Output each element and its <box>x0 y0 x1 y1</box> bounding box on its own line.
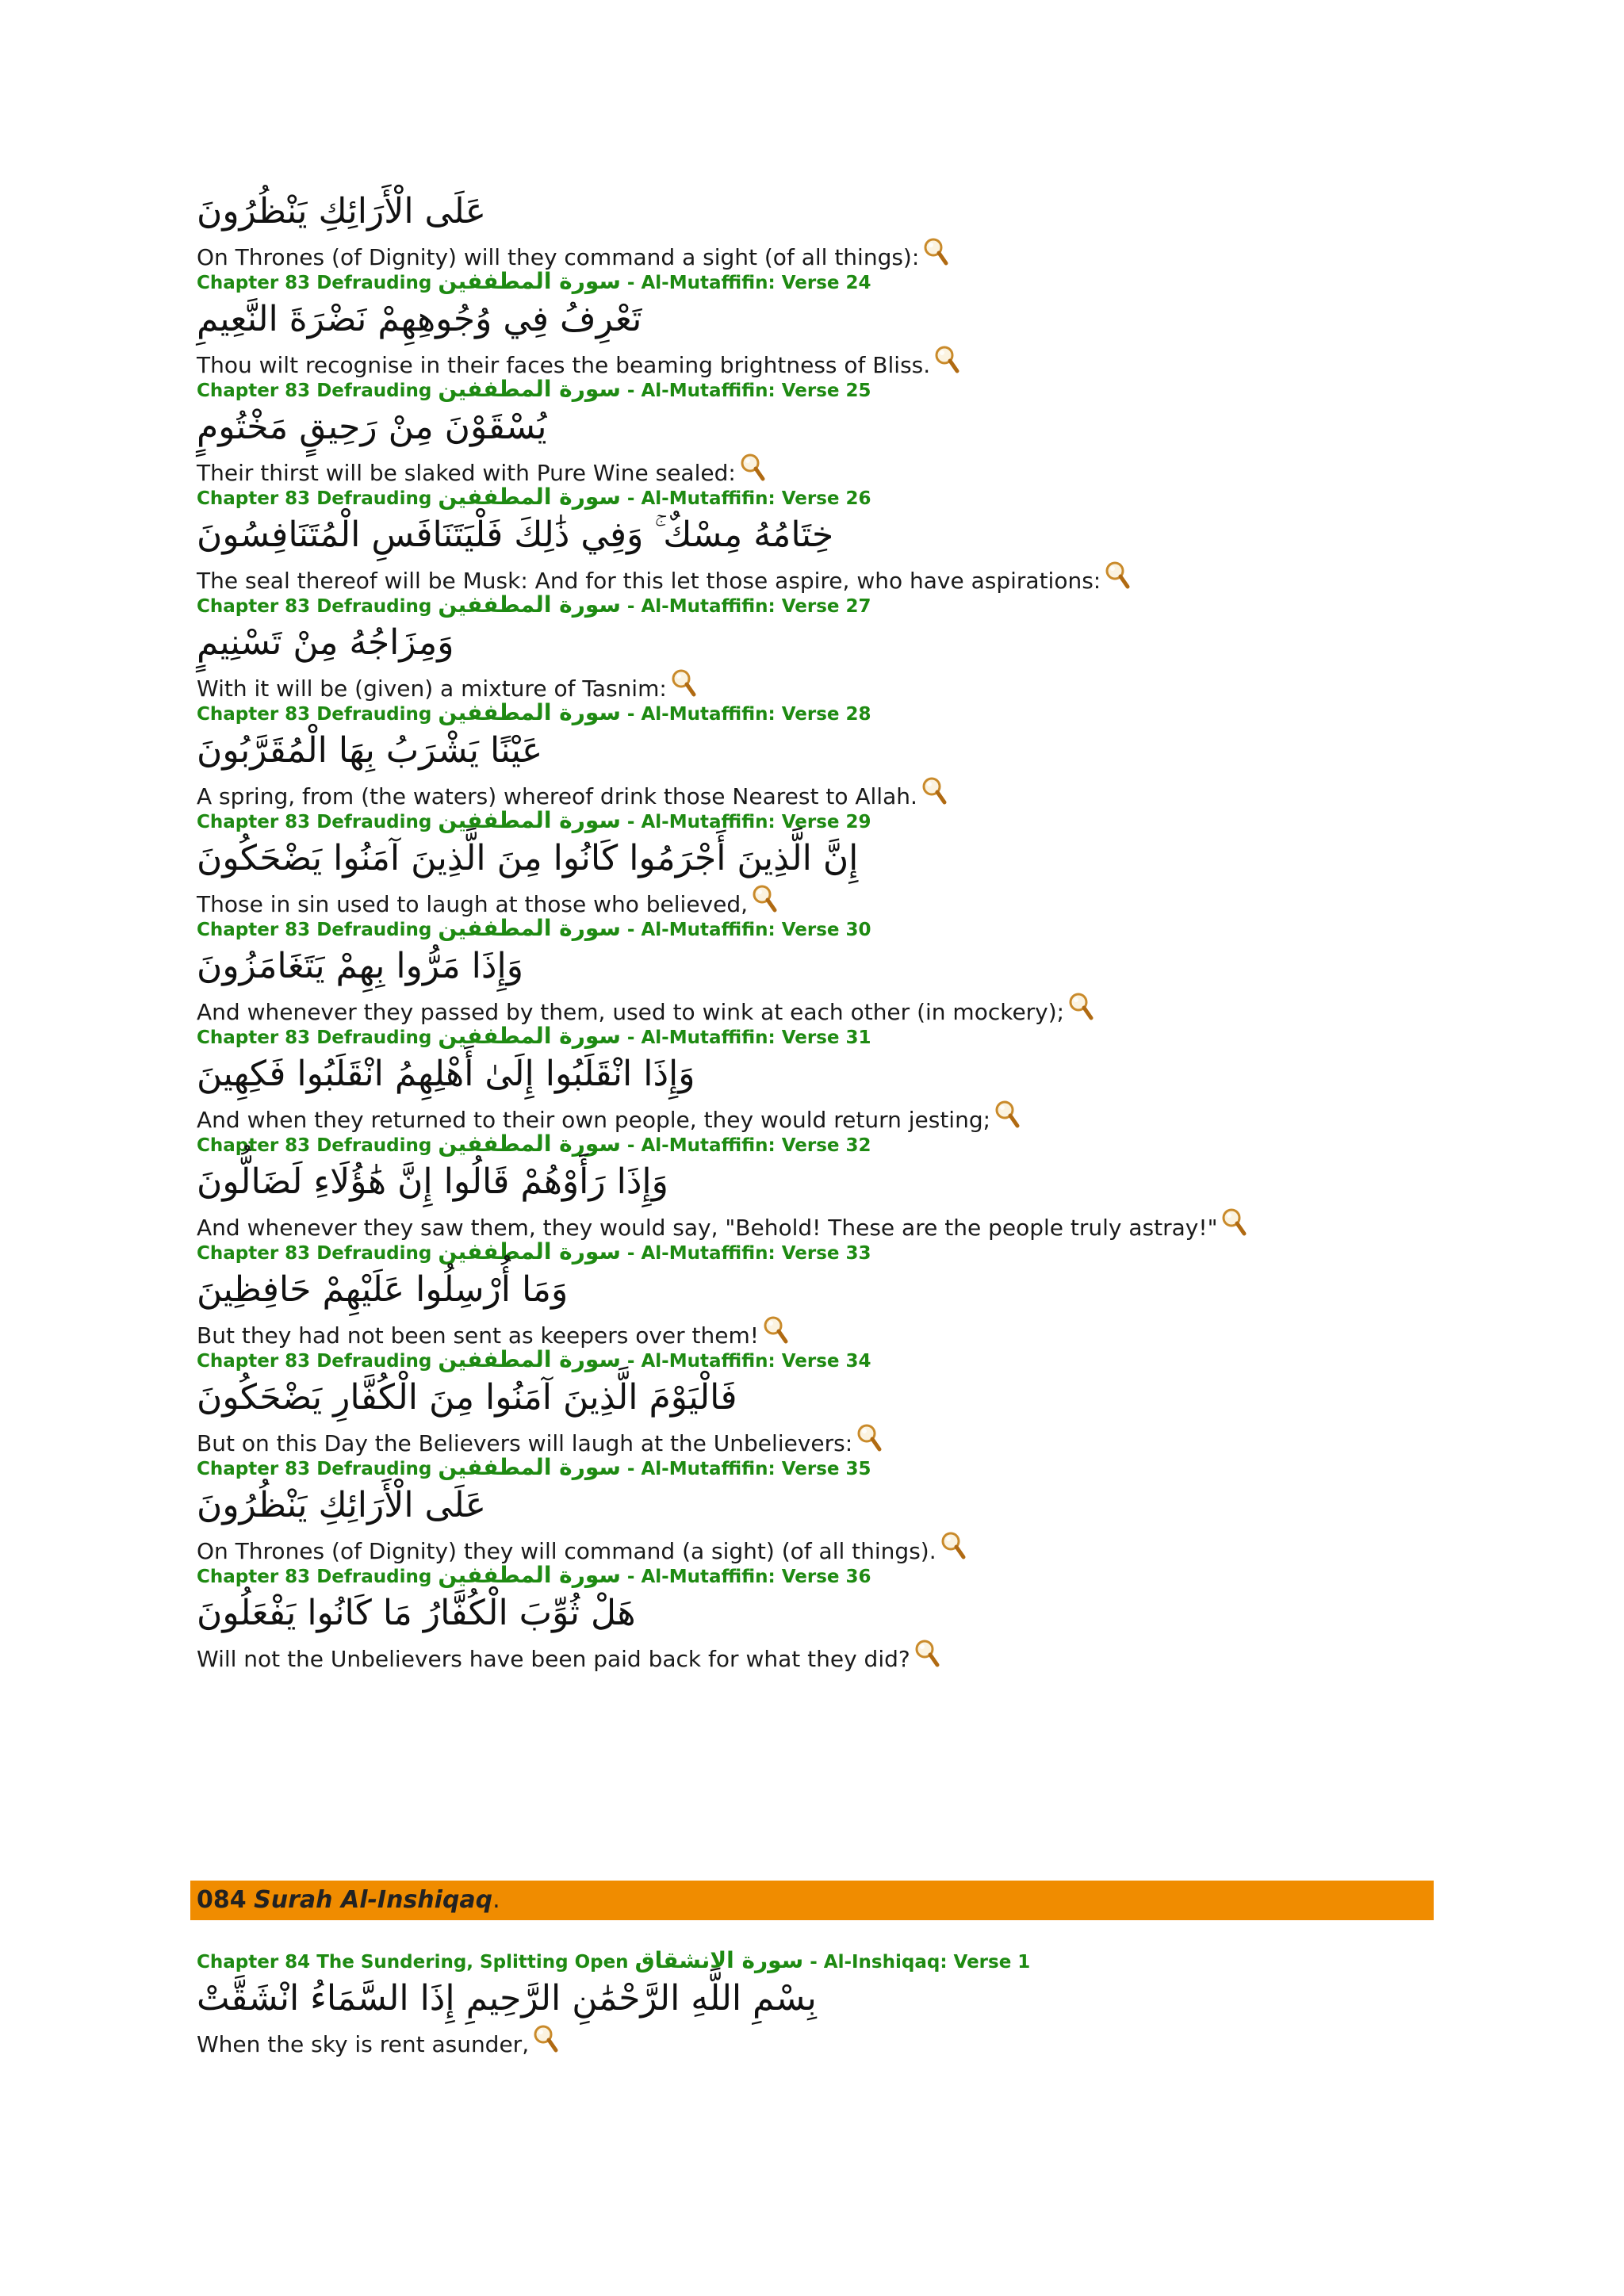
surah-name: Surah Al-Inshiqaq <box>254 1886 493 1914</box>
reference-chapter: Chapter 83 Defrauding <box>197 1459 439 1479</box>
reference-surah-arabic: سورة المطففين <box>438 376 621 402</box>
verse-reference <box>197 591 1434 618</box>
reference-surah-arabic: سورة المطففين <box>438 915 621 941</box>
reference-verse: - Al-Mutaffifin: Verse 24 <box>620 273 871 293</box>
verse-translation-row <box>197 1638 1434 1670</box>
verse-translation: Will not the Unbelievers have been paid back for what they did? <box>197 1646 910 1672</box>
reference-surah-arabic: سورة المطففين <box>438 591 621 618</box>
verse-reference <box>197 1947 1434 1974</box>
reference-verse: - Al-Mutaffifin: Verse 36 <box>620 1567 871 1587</box>
verse-translation-row <box>197 344 1434 376</box>
magnifier-icon[interactable] <box>940 1530 967 1562</box>
arabic-verse-row <box>197 1974 1434 2023</box>
reference-chapter: Chapter 83 Defrauding <box>197 704 439 725</box>
reference-verse: - Al-Inshiqaq: Verse 1 <box>803 1952 1031 1973</box>
verse-translation: But they had not been sent as keepers over them! <box>197 1322 760 1349</box>
magnifier-icon[interactable] <box>933 344 960 376</box>
reference-chapter: Chapter 84 The Sundering, Splitting Open <box>197 1952 635 1973</box>
verse-translation-row <box>197 560 1434 594</box>
reference-verse: - Al-Mutaffifin: Verse 25 <box>620 381 871 401</box>
verse-translation-row <box>197 991 1434 1023</box>
verse-reference <box>197 1023 1434 1050</box>
reference-verse: - Al-Mutaffifin: Verse 27 <box>620 596 871 617</box>
arabic-verse: وَمِزَاجُهُ مِنْ تَسْنِيمٍ <box>197 622 454 663</box>
reference-surah-arabic: سورة المطففين <box>438 484 621 510</box>
verse-entry <box>197 1589 1434 1670</box>
reference-verse: - Al-Mutaffifin: Verse 29 <box>620 812 871 832</box>
arabic-verse: بِسْمِ اللَّهِ الرَّحْمَٰنِ الرَّحِيمِ إِذَا السَّمَاءُ انْشَقَّتْ <box>197 1978 817 2019</box>
verse-translation: And whenever they saw them, they would say, "Behold! These are the people truly astray!" <box>197 1215 1218 1241</box>
reference-chapter: Chapter 83 Defrauding <box>197 812 439 832</box>
arabic-verse-row <box>197 187 1434 236</box>
verse-translation-row <box>197 1099 1434 1131</box>
reference-chapter: Chapter 83 Defrauding <box>197 1243 439 1264</box>
verse-entry <box>197 295 1434 403</box>
verse-translation: Their thirst will be slaked with Pure Wine sealed: <box>197 460 736 486</box>
reference-surah-arabic: سورة المطففين <box>438 1131 621 1157</box>
verse-reference <box>197 1238 1434 1265</box>
reference-surah-arabic: سورة المطففين <box>438 1023 621 1049</box>
arabic-verse-row <box>197 618 1434 668</box>
verse-translation-row <box>197 1207 1434 1241</box>
arabic-verse: وَإِذَا رَأَوْهُمْ قَالُوا إِنَّ هَٰؤُلَاءِ لَضَالُّونَ <box>197 1161 668 1202</box>
verse-translation: With it will be (given) a mixture of Tasnim: <box>197 675 667 702</box>
verse-reference <box>197 915 1434 942</box>
arabic-verse-row <box>197 295 1434 344</box>
verse-translation: When the sky is rent asunder, <box>197 2031 530 2057</box>
arabic-verse: وَإِذَا انْقَلَبُوا إِلَىٰ أَهْلِهِمُ انْقَلَبُوا فَكِهِينَ <box>197 1054 695 1094</box>
verse-translation: And whenever they passed by them, used to wink at each other (in mockery); <box>197 999 1065 1025</box>
verse-entry <box>197 511 1434 618</box>
magnifier-icon[interactable] <box>762 1314 789 1346</box>
verse-reference <box>197 1454 1434 1481</box>
reference-chapter: Chapter 83 Defrauding <box>197 488 439 509</box>
verse-reference <box>197 268 1434 295</box>
verse-entry <box>197 834 1434 942</box>
reference-chapter: Chapter 83 Defrauding <box>197 1351 439 1372</box>
arabic-verse: إِنَّ الَّذِينَ أَجْرَمُوا كَانُوا مِنَ الَّذِينَ آمَنُوا يَضْحَكُونَ <box>197 838 859 878</box>
reference-verse: - Al-Mutaffifin: Verse 35 <box>620 1459 871 1479</box>
magnifier-icon[interactable] <box>532 2023 559 2055</box>
verse-translation-row <box>197 236 1434 268</box>
reference-surah-arabic: سورة المطففين <box>438 1346 621 1372</box>
verse-translation-row <box>197 1530 1434 1562</box>
arabic-verse-row <box>197 1481 1434 1530</box>
magnifier-icon[interactable] <box>1104 560 1131 591</box>
arabic-verse-row <box>197 1158 1434 1207</box>
magnifier-icon[interactable] <box>921 775 948 807</box>
verse-reference <box>197 484 1434 511</box>
verse-entry <box>197 1373 1434 1481</box>
reference-chapter: Chapter 83 Defrauding <box>197 1135 439 1156</box>
verse-list <box>197 187 1434 1670</box>
magnifier-icon[interactable] <box>914 1638 940 1670</box>
surah-number: 084 <box>197 1886 247 1914</box>
verse-entry <box>197 1481 1434 1589</box>
verse-translation: The seal thereof will be Musk: And for this let those aspire, who have aspirations: <box>197 568 1101 594</box>
reference-chapter: Chapter 83 Defrauding <box>197 273 439 293</box>
magnifier-icon[interactable] <box>739 452 766 484</box>
arabic-verse-row <box>197 1265 1434 1314</box>
magnifier-icon[interactable] <box>670 668 697 699</box>
arabic-verse: هَلْ ثُوِّبَ الْكُفَّارُ مَا كَانُوا يَفْعَلُونَ <box>197 1593 636 1633</box>
verse-translation-row <box>197 883 1434 915</box>
verse-translation: A spring, from (the waters) whereof drink those Nearest to Allah. <box>197 783 917 809</box>
arabic-verse-row <box>197 726 1434 775</box>
verse-entry <box>197 618 1434 726</box>
verse-reference <box>197 699 1434 726</box>
surah-header-bar <box>190 1881 1434 1920</box>
arabic-verse-row <box>197 1373 1434 1422</box>
verse-entry <box>197 942 1434 1050</box>
reference-surah-arabic: سورة المطففين <box>438 699 621 725</box>
reference-chapter: Chapter 83 Defrauding <box>197 381 439 401</box>
reference-verse: - Al-Mutaffifin: Verse 33 <box>620 1243 871 1264</box>
arabic-verse: وَمَا أُرْسِلُوا عَلَيْهِمْ حَافِظِينَ <box>197 1269 569 1310</box>
arabic-verse: فَالْيَوْمَ الَّذِينَ آمَنُوا مِنَ الْكُفَّارِ يَضْحَكُونَ <box>197 1377 737 1418</box>
verse-translation-row <box>197 1422 1434 1454</box>
reference-verse: - Al-Mutaffifin: Verse 28 <box>620 704 871 725</box>
verse-translation-row <box>197 2023 1434 2055</box>
arabic-verse: عَيْنًا يَشْرَبُ بِهَا الْمُقَرَّبُونَ <box>197 730 543 771</box>
reference-chapter: Chapter 83 Defrauding <box>197 1567 439 1587</box>
arabic-verse-row <box>197 942 1434 991</box>
arabic-verse: وَإِذَا مَرُّوا بِهِمْ يَتَغَامَزُونَ <box>197 946 523 986</box>
verse-reference <box>197 1346 1434 1373</box>
verse-translation-row <box>197 668 1434 702</box>
reference-verse: - Al-Mutaffifin: Verse 34 <box>620 1351 871 1372</box>
arabic-verse-row <box>197 1050 1434 1099</box>
verse-translation: Those in sin used to laugh at those who believed, <box>197 891 749 917</box>
verse-entry <box>197 187 1434 295</box>
verse-entry <box>197 1158 1434 1265</box>
reference-chapter: Chapter 83 Defrauding <box>197 596 439 617</box>
verse-translation: Thou wilt recognise in their faces the beaming brightness of Bliss. <box>197 352 931 378</box>
verse-reference <box>197 1562 1434 1589</box>
reference-surah-arabic: سورة المطففين <box>438 268 621 294</box>
arabic-verse: يُسْقَوْنَ مِنْ رَحِيقٍ مَخْتُومٍ <box>197 407 547 447</box>
verse-entry <box>197 403 1434 511</box>
reference-verse: - Al-Mutaffifin: Verse 26 <box>620 488 871 509</box>
reference-verse: - Al-Mutaffifin: Verse 30 <box>620 920 871 940</box>
magnifier-icon[interactable] <box>1220 1207 1247 1238</box>
arabic-verse: تَعْرِفُ فِي وُجُوهِهِمْ نَضْرَةَ النَّعِيمِ <box>197 299 642 339</box>
arabic-verse-row <box>197 403 1434 452</box>
reference-surah-arabic: سورة المطففين <box>438 807 621 833</box>
verse-translation: And when they returned to their own people, they would return jesting; <box>197 1107 991 1133</box>
verse-entry <box>197 1050 1434 1158</box>
reference-surah-arabic: سورة المطففين <box>438 1562 621 1588</box>
verse-entry <box>197 726 1434 834</box>
reference-surah-arabic: سورة المطففين <box>438 1238 621 1265</box>
arabic-verse: خِتَامُهُ مِسْكٌ ۚ وَفِي ذَٰلِكَ فَلْيَتَنَافَسِ الْمُتَنَافِسُونَ <box>197 515 834 555</box>
magnifier-icon[interactable] <box>994 1099 1021 1131</box>
magnifier-icon[interactable] <box>751 883 778 915</box>
verse-reference <box>197 807 1434 834</box>
arabic-verse-row <box>197 834 1434 883</box>
verse-translation-row <box>197 1314 1434 1349</box>
verse-translation: On Thrones (of Dignity) they will command (a sight) (of all things). <box>197 1538 936 1564</box>
verse-translation: But on this Day the Believers will laugh at the Unbelievers: <box>197 1430 853 1456</box>
magnifier-icon[interactable] <box>856 1422 883 1454</box>
verse-entry <box>197 1265 1434 1373</box>
arabic-verse-row <box>197 511 1434 560</box>
next-surah-section <box>197 1947 1434 2055</box>
arabic-verse: عَلَى الْأَرَائِكِ يَنْظُرُونَ <box>197 191 487 232</box>
verse-reference <box>197 376 1434 403</box>
verse-translation: On Thrones (of Dignity) will they command a sight (of all things): <box>197 244 920 270</box>
verse-translation-row <box>197 775 1434 807</box>
verse-reference <box>197 1131 1434 1158</box>
verse-translation-row <box>197 452 1434 484</box>
arabic-verse-row <box>197 1589 1434 1638</box>
reference-surah-arabic: سورة المطففين <box>438 1454 621 1480</box>
magnifier-icon[interactable] <box>1067 991 1094 1023</box>
reference-chapter: Chapter 83 Defrauding <box>197 1027 439 1048</box>
magnifier-icon[interactable] <box>922 236 949 268</box>
arabic-verse: عَلَى الْأَرَائِكِ يَنْظُرُونَ <box>197 1485 487 1525</box>
reference-chapter: Chapter 83 Defrauding <box>197 920 439 940</box>
reference-verse: - Al-Mutaffifin: Verse 31 <box>620 1027 871 1048</box>
surah-name-suffix: . <box>492 1886 500 1914</box>
reference-verse: - Al-Mutaffifin: Verse 32 <box>620 1135 871 1156</box>
reference-surah-arabic: سورة الانشقاق <box>634 1947 804 1973</box>
